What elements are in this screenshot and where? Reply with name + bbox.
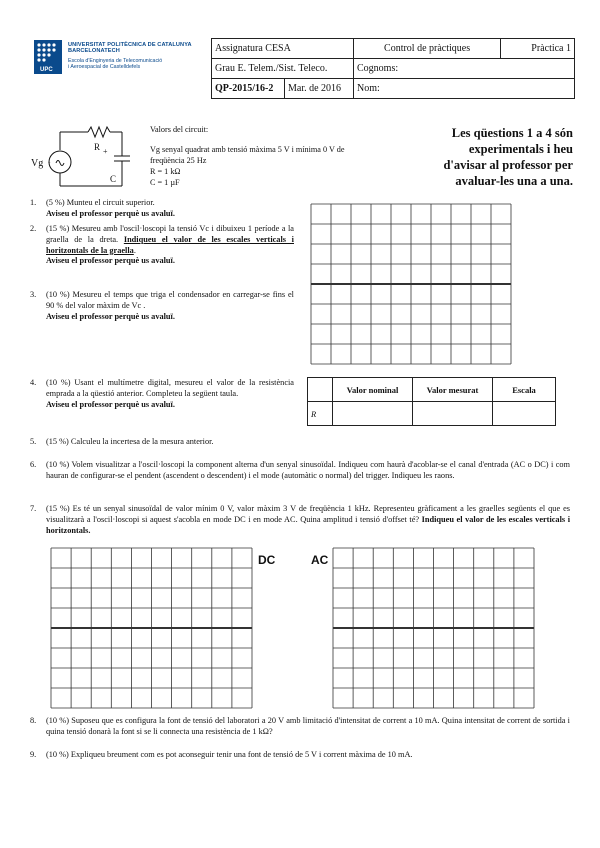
header-nominal: Valor nominal [333,378,413,402]
control-cell: Control de pràctiques [354,39,501,59]
logo-university: UNIVERSITAT POLITÈCNICA DE CATALUNYA BARCELONATECH [68,42,192,54]
question-7: 7. (15 %) Es té un senyal sinusoïdal de valor mínim 0 V, valor màxim 3 V de freqüència 1 kHz. Representeu gràficament a les graelles següents el que es visualitzarà a l'oscil·loscopi si aquest s'acobla en mode DC i en mode AC. Quina amplitud i tensió d'offset té? Indiqueu el valor de les escales verticals i horitzontals. [30,504,570,535]
name-field[interactable]: Nom: [354,79,575,99]
question-8: 8. (10 %) Suposeu que es configura la font de tensió del laboratori a 20 V amb limitació d'intensitat de corrent a 10 mA. Quina intensitat de corrent de sortida i quina tensió donarà la font si se li connecta una resistència de 1 kΩ? [30,716,570,736]
nominal-value-cell[interactable] [333,402,413,426]
resistor-label: R [94,142,101,152]
oscilloscope-grid-q2[interactable] [310,203,512,365]
vg-line2: freqüència 25 Hz [150,156,207,165]
question-3: 3. (10 %) Mesureu el temps que triga el condensador en carregar-se fins el 90 % del valor màxim de Vc . Aviseu el professor perquè us avaluï. [30,290,294,321]
surname-field[interactable]: Cognoms: [354,59,575,79]
question-2: 2. (15 %) Mesureu amb l'oscil·loscopi la tensió Vc i dibuixeu 1 període a la graella de la dreta. Indiqueu el valor de les escales verticals i horitzontals de la graella. Aviseu el professor perquè us avaluï. [30,224,294,266]
r-value: R = 1 kΩ [150,167,181,176]
header-measured: Valor mesurat [413,378,493,402]
dc-label: DC [258,553,276,567]
vg-line1: Vg senyal quadrat amb tensió màxima 5 V i mínima 0 V de [150,145,345,154]
row-label-r: R [308,402,333,426]
capacitor-plus: + [103,147,108,156]
measurement-table [307,377,556,426]
logo-acronym: UPC [40,67,53,73]
oscilloscope-grid-dc[interactable] [50,547,253,709]
table-corner [308,378,333,402]
values-title: Valors del circuit: [150,125,209,134]
question-5: 5. (15 %) Calculeu la incertesa de la mesura anterior. [30,437,214,446]
question-4: 4. (10 %) Usant el multímetre digital, mesureu el valor de la resistència emprada a la qüestió anterior. Completeu la següent taula. Aviseu el professor perquè us avaluï. [30,378,294,409]
exam-code-cell: QP-2015/16-2 [212,79,285,99]
oscilloscope-grid-ac[interactable] [332,547,535,709]
degree-cell: Grau E. Telem./Sist. Teleco. [212,59,354,79]
question-1: 1. (5 %) Munteu el circuit superior. Aviseu el professor perquè us avaluï. [30,198,175,218]
measured-value-cell[interactable] [413,402,493,426]
logo-school: Escola d'Enginyeria de Telecomunicació i Aeroespacial de Castelldefels [68,58,163,70]
question-6: 6. (10 %) Volem visualitzar a l'oscil·loscopi la component alterna d'un senyal sinusoïdal. Indiqueu com haurà d'acoblar-se el canal d'entrada (AC o DC) i com hauran de configurar-se el pendent (ascendent o descendent) i el mode (automàtic o normal) del trigger. Indiqueu les raons. [30,460,570,480]
rc-circuit-diagram [30,120,140,190]
circuit-values [150,124,400,188]
scale-value-cell[interactable] [493,402,556,426]
subject-cell: Assignatura CESA [212,39,354,59]
question-9: 9. (10 %) Expliqueu breument com es pot aconseguir tenir una font de tensió de 5 V i corrent màxima de 10 mA. [30,750,413,759]
capacitor-label: C [110,174,117,184]
svg-text:+: + [48,160,51,165]
ac-label: AC [311,553,329,567]
header-scale: Escala [493,378,556,402]
practice-cell: Pràctica 1 [501,39,575,59]
upc-logo [34,40,204,84]
header-table [211,38,575,99]
source-label: Vg [31,158,44,169]
date-cell: Mar. de 2016 [285,79,354,99]
experimental-notice: Les qüestions 1 a 4 són experimentals i heu d'avisar al professor per avaluar-les una a una. [443,126,573,188]
c-value: C = 1 µF [150,178,180,187]
